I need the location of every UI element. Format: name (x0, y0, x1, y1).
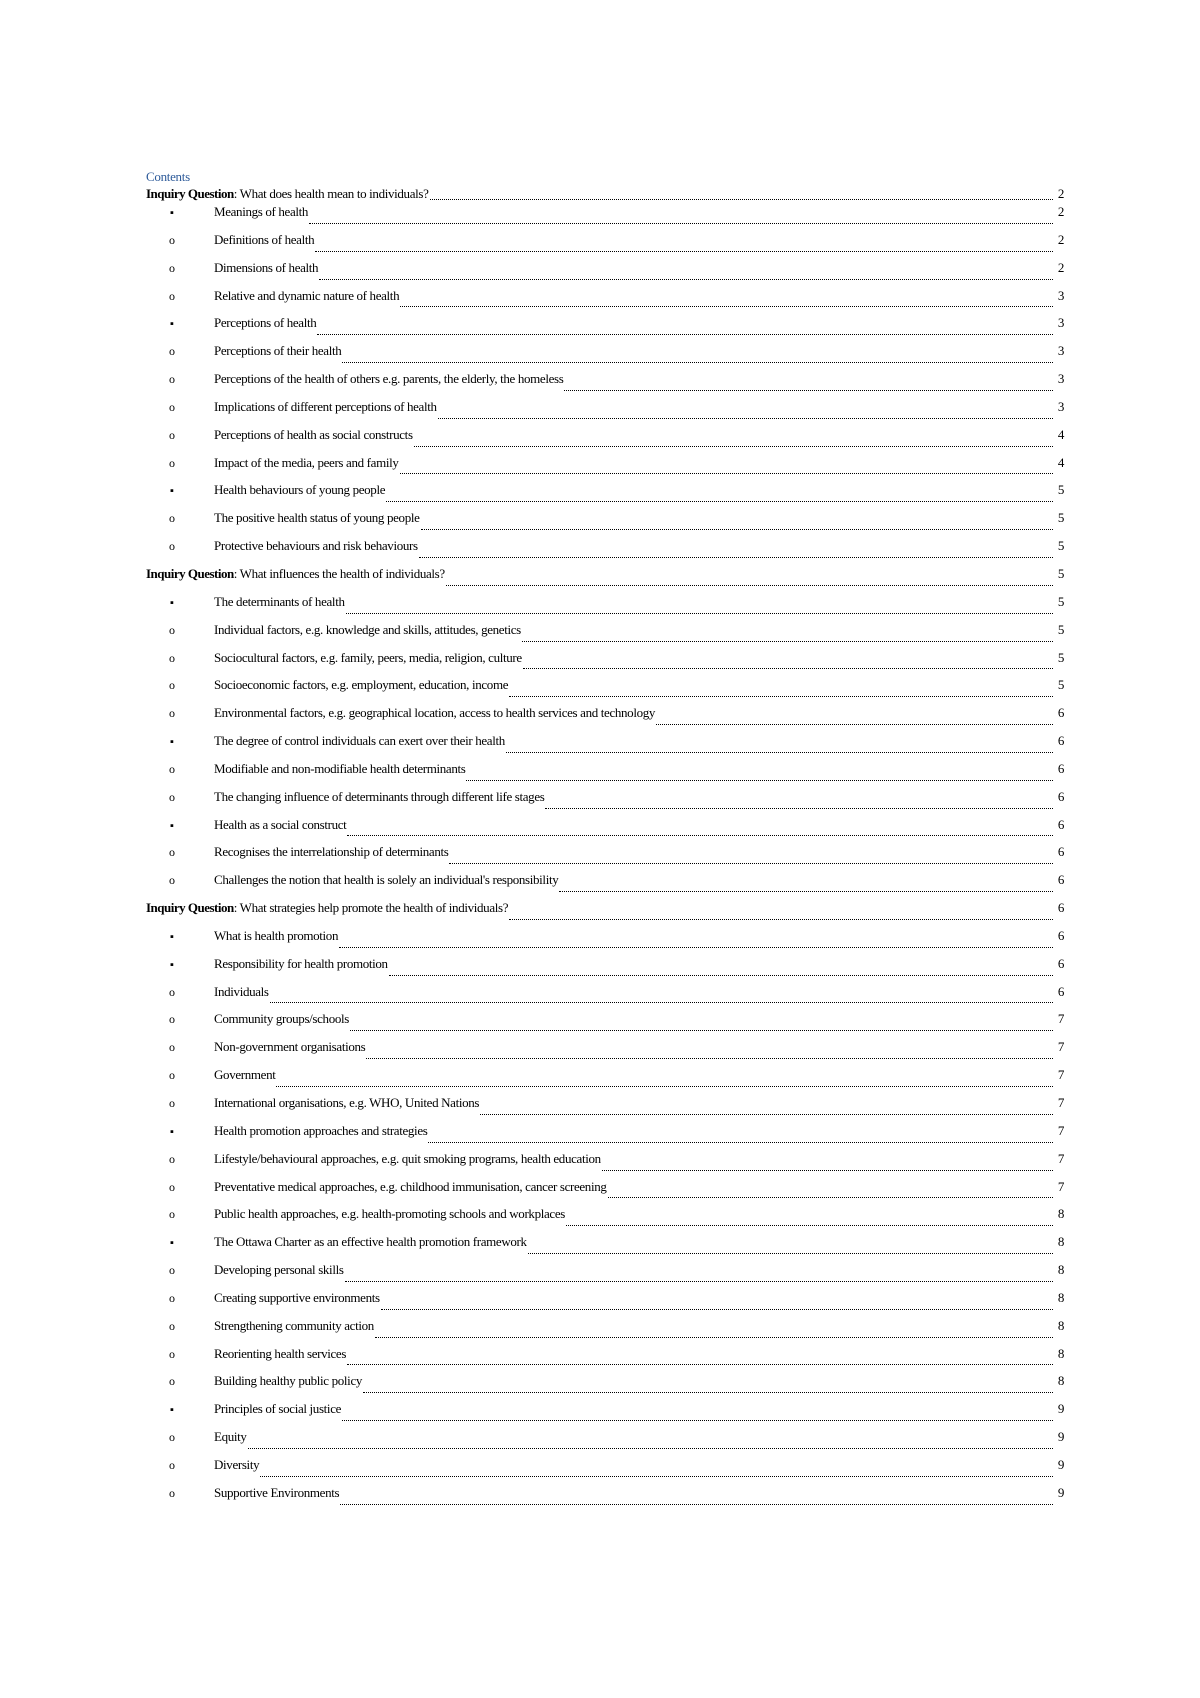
dot-leader (400, 305, 1053, 307)
toc-page-number: 5 (1057, 510, 1064, 526)
toc-entry-label (214, 1346, 346, 1362)
toc-entry-text: Protective behaviours and risk behaviours (214, 538, 418, 554)
dot-leader (656, 723, 1053, 725)
toc-entry[interactable] (146, 594, 1064, 622)
toc-page-number: 5 (1057, 593, 1064, 609)
toc-entry[interactable] (146, 399, 1064, 427)
toc-entry-text: : What influences the health of individuals? (233, 565, 445, 581)
circle-bullet-icon: o (169, 539, 175, 554)
square-bullet-icon: ▪ (170, 485, 174, 498)
toc-entry[interactable] (146, 1290, 1064, 1318)
circle-bullet-icon: o (169, 1430, 175, 1445)
toc-page-number: 5 (1057, 621, 1064, 637)
toc-page-number: 7 (1057, 1122, 1064, 1138)
toc-page-number: 8 (1057, 1317, 1064, 1333)
toc-entry-label (146, 186, 429, 202)
toc-list (146, 186, 1064, 1513)
toc-page-number: 2 (1057, 231, 1064, 247)
toc-entry-text: Creating supportive environments (214, 1289, 380, 1305)
dot-leader (419, 556, 1053, 558)
toc-entry-label (214, 288, 399, 304)
dot-leader (421, 528, 1053, 530)
toc-entry[interactable] (146, 984, 1064, 1012)
dot-leader (414, 445, 1053, 447)
dot-leader (366, 1057, 1053, 1059)
toc-entry[interactable] (146, 1346, 1064, 1374)
toc-entry-text: Equity (214, 1429, 247, 1445)
table-of-contents (146, 168, 1064, 1513)
toc-entry-text: Perceptions of health (214, 315, 317, 331)
toc-entry-text: Relative and dynamic nature of health (214, 287, 400, 303)
toc-entry[interactable] (146, 315, 1064, 343)
toc-heading-entry[interactable] (146, 186, 1064, 204)
toc-entry-text: Government (214, 1067, 276, 1083)
toc-entry[interactable] (146, 1039, 1064, 1067)
toc-entry-text: What is health promotion (214, 927, 339, 943)
toc-page-number: 9 (1057, 1456, 1064, 1472)
toc-page-number: 5 (1057, 482, 1064, 498)
toc-entry-text: Reorienting health services (214, 1345, 347, 1361)
toc-entry[interactable] (146, 705, 1064, 733)
circle-bullet-icon: o (169, 1179, 175, 1194)
toc-entry-text: Impact of the media, peers and family (214, 454, 399, 470)
dot-leader (260, 1475, 1053, 1477)
toc-entry[interactable] (146, 1179, 1064, 1207)
toc-entry[interactable] (146, 1457, 1064, 1485)
dot-leader (449, 862, 1053, 864)
toc-entry[interactable] (146, 288, 1064, 316)
toc-entry-text: Perceptions of health as social constructs (214, 426, 413, 442)
toc-entry-text: The Ottawa Charter as an effective health promotion framework (214, 1234, 527, 1250)
toc-entry-label (214, 538, 418, 554)
dot-leader (608, 1196, 1053, 1198)
toc-entry[interactable] (146, 677, 1064, 705)
toc-entry-text: : What does health mean to individuals? (233, 186, 429, 201)
toc-entry-label (214, 733, 505, 749)
toc-entry[interactable] (146, 1429, 1064, 1457)
toc-page-number: 7 (1057, 1178, 1064, 1194)
dot-leader (270, 1001, 1053, 1003)
toc-entry-text: Public health approaches, e.g. health-promoting schools and workplaces (214, 1206, 565, 1222)
toc-page-number: 8 (1057, 1206, 1064, 1222)
toc-entry[interactable] (146, 650, 1064, 678)
circle-bullet-icon: o (169, 706, 175, 721)
toc-entry[interactable] (146, 1318, 1064, 1346)
toc-heading-entry[interactable] (146, 566, 1064, 594)
toc-entry-label (214, 1262, 344, 1278)
circle-bullet-icon: o (169, 1457, 175, 1472)
toc-entry-text: Health as a social construct (214, 816, 347, 832)
toc-entry[interactable] (146, 260, 1064, 288)
toc-page-number: 7 (1057, 1095, 1064, 1110)
toc-entry-label (214, 956, 388, 972)
dot-leader (386, 500, 1053, 502)
square-bullet-icon: ▪ (170, 930, 174, 943)
toc-entry-text: Perceptions of the health of others e.g. parents, the elderly, the homeless (214, 371, 564, 387)
dot-leader (446, 584, 1053, 586)
circle-bullet-icon: o (169, 399, 175, 414)
toc-entry-label (214, 510, 420, 526)
toc-entry-label (214, 455, 399, 471)
toc-entry-label (214, 482, 385, 498)
dot-leader (339, 946, 1053, 948)
dot-leader (528, 1252, 1053, 1254)
square-bullet-icon: ▪ (170, 596, 174, 609)
toc-entry-text: Environmental factors, e.g. geographical location, access to health services and technology (214, 705, 656, 721)
toc-page-number: 4 (1057, 426, 1064, 442)
dot-leader (602, 1169, 1053, 1171)
toc-entry[interactable] (146, 872, 1064, 900)
toc-entry[interactable] (146, 733, 1064, 761)
dot-leader (559, 890, 1053, 892)
toc-page-number: 3 (1057, 398, 1064, 414)
toc-entry[interactable] (146, 1485, 1064, 1513)
circle-bullet-icon: o (169, 845, 175, 860)
toc-entry[interactable] (146, 789, 1064, 817)
toc-entry[interactable] (146, 510, 1064, 538)
toc-entry-text: Dimensions of health (214, 259, 319, 275)
dot-leader (564, 389, 1053, 391)
toc-page-number: 6 (1057, 927, 1064, 943)
toc-page-number: 7 (1057, 1067, 1064, 1083)
toc-entry[interactable] (146, 1151, 1064, 1179)
toc-page-number: 8 (1057, 1289, 1064, 1305)
dot-leader (248, 1447, 1053, 1449)
toc-entry-text: The determinants of health (214, 593, 345, 609)
toc-entry-text: Definitions of health (214, 231, 315, 247)
circle-bullet-icon: o (169, 1207, 175, 1222)
toc-entry[interactable] (146, 761, 1064, 789)
toc-entry[interactable] (146, 1234, 1064, 1262)
toc-entry-label (214, 1067, 275, 1083)
toc-entry-label (214, 677, 508, 693)
toc-entry[interactable] (146, 817, 1064, 845)
toc-entry-text: Strengthening community action (214, 1317, 374, 1333)
toc-page-number: 3 (1057, 315, 1064, 331)
toc-entry-label (214, 1457, 259, 1473)
toc-entry-text: Recognises the interrelationship of determinants (214, 844, 449, 860)
toc-entry-label (214, 1039, 365, 1055)
dot-leader (315, 250, 1053, 252)
dot-leader (400, 472, 1053, 474)
toc-entry-text: Preventative medical approaches, e.g. childhood immunisation, cancer screening (214, 1178, 607, 1194)
toc-entry[interactable] (146, 1206, 1064, 1234)
toc-entry[interactable] (146, 1262, 1064, 1290)
toc-page-number: 6 (1057, 760, 1064, 776)
toc-entry-text: Perceptions of their health (214, 343, 342, 359)
dot-leader (342, 361, 1053, 363)
toc-page-number: 2 (1057, 186, 1064, 201)
dot-leader (309, 222, 1053, 224)
toc-page-number: 4 (1057, 454, 1064, 470)
toc-entry[interactable] (146, 343, 1064, 371)
toc-entry[interactable] (146, 371, 1064, 399)
toc-page-number: 9 (1057, 1429, 1064, 1445)
toc-entry-label (214, 427, 413, 443)
dot-leader (522, 640, 1053, 642)
toc-entry-label (214, 399, 437, 415)
toc-entry-label (214, 232, 314, 248)
dot-leader (509, 918, 1053, 920)
toc-page-number: 7 (1057, 1011, 1064, 1027)
toc-page-number: 6 (1057, 733, 1064, 749)
toc-entry-label (214, 761, 465, 777)
toc-entry-text: Building healthy public policy (214, 1373, 363, 1389)
circle-bullet-icon: o (169, 288, 175, 303)
dot-leader (430, 198, 1053, 200)
toc-page-number: 5 (1057, 538, 1064, 554)
toc-entry-label (214, 650, 522, 666)
square-bullet-icon: ▪ (170, 958, 174, 971)
circle-bullet-icon: o (169, 1485, 175, 1500)
circle-bullet-icon: o (169, 789, 175, 804)
dot-leader (319, 278, 1053, 280)
square-bullet-icon: ▪ (170, 1404, 174, 1417)
toc-entry-text: Health behaviours of young people (214, 482, 386, 498)
toc-entry-text: Diversity (214, 1456, 260, 1472)
circle-bullet-icon: o (169, 1290, 175, 1305)
toc-page-number: 5 (1057, 649, 1064, 665)
toc-page-number: 8 (1057, 1262, 1064, 1278)
dot-leader (523, 667, 1053, 669)
toc-page-number: 8 (1057, 1345, 1064, 1361)
toc-entry[interactable] (146, 1011, 1064, 1039)
circle-bullet-icon: o (169, 1346, 175, 1361)
circle-bullet-icon: o (169, 650, 175, 665)
toc-heading-entry[interactable] (146, 900, 1064, 928)
toc-page-number: 6 (1057, 788, 1064, 804)
toc-entry-label (214, 315, 316, 331)
toc-entry-text: The changing influence of determinants through different life stages (214, 788, 545, 804)
toc-entry-text: Meanings of health (214, 204, 309, 219)
square-bullet-icon: ▪ (170, 207, 174, 219)
toc-entry[interactable] (146, 844, 1064, 872)
toc-entry-label (214, 984, 269, 1000)
toc-entry[interactable] (146, 482, 1064, 510)
toc-entry[interactable] (146, 1123, 1064, 1151)
toc-entry[interactable] (146, 1095, 1064, 1123)
toc-entry-label (214, 1290, 380, 1306)
toc-entry-text: Developing personal skills (214, 1262, 344, 1278)
circle-bullet-icon: o (169, 761, 175, 776)
dot-leader (428, 1141, 1053, 1143)
toc-page-number: 5 (1057, 565, 1064, 581)
dot-leader (389, 974, 1053, 976)
toc-entry-label (214, 1234, 527, 1250)
toc-page-number: 3 (1057, 371, 1064, 387)
circle-bullet-icon: o (169, 232, 175, 247)
toc-page-number: 8 (1057, 1234, 1064, 1250)
dot-leader (466, 779, 1053, 781)
circle-bullet-icon: o (169, 372, 175, 387)
dot-leader (346, 612, 1053, 614)
dot-leader (342, 1419, 1053, 1421)
circle-bullet-icon: o (169, 455, 175, 470)
toc-page-number: 9 (1057, 1401, 1064, 1417)
circle-bullet-icon: o (169, 1096, 175, 1110)
dot-leader (545, 807, 1053, 809)
toc-entry[interactable] (146, 1373, 1064, 1401)
dot-leader (345, 1280, 1053, 1282)
toc-entry-text: Individuals (214, 983, 269, 999)
toc-entry-label (214, 343, 341, 359)
toc-page-number: 6 (1057, 705, 1064, 721)
toc-entry[interactable] (146, 455, 1064, 483)
toc-entry-label (214, 204, 308, 220)
toc-entry-label (214, 1151, 601, 1167)
toc-page-number: 2 (1057, 259, 1064, 275)
dot-leader (363, 1391, 1053, 1393)
circle-bullet-icon: o (169, 1318, 175, 1333)
toc-entry-label (214, 1401, 341, 1417)
toc-entry[interactable] (146, 622, 1064, 650)
toc-page-number: 6 (1057, 816, 1064, 832)
toc-entry-label (214, 594, 345, 610)
toc-entry-text: Lifestyle/behavioural approaches, e.g. quit smoking programs, health education (214, 1150, 601, 1166)
toc-entry-text: Sociocultural factors, e.g. family, peers, media, religion, culture (214, 649, 522, 665)
toc-entry[interactable] (146, 1401, 1064, 1429)
circle-bullet-icon: o (169, 260, 175, 275)
toc-entry-label (214, 844, 448, 860)
dot-leader (347, 1363, 1053, 1365)
toc-entry[interactable] (146, 538, 1064, 566)
toc-entry-label (146, 900, 508, 916)
toc-entry-label (214, 1179, 607, 1195)
toc-entry-label (214, 1206, 565, 1222)
toc-page-number: 6 (1057, 955, 1064, 971)
circle-bullet-icon: o (169, 1068, 175, 1083)
circle-bullet-icon: o (169, 622, 175, 637)
toc-entry-label (214, 622, 521, 638)
circle-bullet-icon: o (169, 511, 175, 526)
toc-entry-label (214, 928, 338, 944)
circle-bullet-icon: o (169, 427, 175, 442)
toc-page-number: 2 (1057, 204, 1064, 219)
toc-entry-label (146, 566, 445, 582)
circle-bullet-icon: o (169, 678, 175, 693)
dot-leader (506, 751, 1053, 753)
dot-leader (566, 1224, 1053, 1226)
toc-page-number: 7 (1057, 1039, 1064, 1055)
toc-entry-label (214, 1485, 339, 1501)
toc-entry-label (214, 1373, 362, 1389)
toc-page-number: 3 (1057, 287, 1064, 303)
toc-entry-text: Responsibility for health promotion (214, 955, 388, 971)
toc-entry-bold-prefix: Inquiry Question (146, 186, 234, 201)
toc-title: Contents (146, 169, 190, 184)
toc-entry-text: International organisations, e.g. WHO, United Nations (214, 1095, 480, 1110)
toc-page-number: 3 (1057, 343, 1064, 359)
toc-entry[interactable] (146, 232, 1064, 260)
toc-page-number: 6 (1057, 900, 1064, 916)
toc-entry-text: Principles of social justice (214, 1401, 342, 1417)
circle-bullet-icon: o (169, 344, 175, 359)
toc-entry-bold-prefix: Inquiry Question (146, 565, 234, 581)
toc-entry-text: Modifiable and non-modifiable health determinants (214, 760, 466, 776)
toc-entry[interactable] (146, 928, 1064, 956)
dot-leader (340, 1503, 1053, 1505)
toc-page-number: 6 (1057, 872, 1064, 888)
square-bullet-icon: ▪ (170, 318, 174, 331)
toc-entry-text: Socioeconomic factors, e.g. employment, education, income (214, 677, 509, 693)
circle-bullet-icon: o (169, 1374, 175, 1389)
dot-leader (375, 1336, 1053, 1338)
toc-entry-label (214, 1429, 247, 1445)
square-bullet-icon: ▪ (170, 819, 174, 832)
dot-leader (276, 1085, 1053, 1087)
toc-entry-text: Health promotion approaches and strategies (214, 1122, 428, 1138)
toc-entry-label (214, 1011, 349, 1027)
toc-entry-label (214, 817, 346, 833)
toc-entry-text: The degree of control individuals can exert over their health (214, 733, 505, 749)
toc-entry-text: The positive health status of young people (214, 510, 420, 526)
dot-leader (347, 834, 1053, 836)
toc-entry[interactable] (146, 1067, 1064, 1095)
circle-bullet-icon: o (169, 984, 175, 999)
toc-page-number: 5 (1057, 677, 1064, 693)
toc-page-number: 6 (1057, 844, 1064, 860)
square-bullet-icon: ▪ (170, 1125, 174, 1138)
toc-entry[interactable] (146, 427, 1064, 455)
dot-leader (480, 1113, 1053, 1115)
toc-entry-text: Implications of different perceptions of health (214, 398, 437, 414)
circle-bullet-icon: o (169, 1040, 175, 1055)
circle-bullet-icon: o (169, 873, 175, 888)
toc-page-number: 6 (1057, 983, 1064, 999)
dot-leader (317, 333, 1053, 335)
toc-entry-label (214, 705, 655, 721)
toc-entry-bold-prefix: Inquiry Question (146, 900, 234, 916)
toc-entry[interactable] (146, 956, 1064, 984)
square-bullet-icon: ▪ (170, 736, 174, 749)
circle-bullet-icon: o (169, 1263, 175, 1278)
toc-entry-label (214, 789, 544, 805)
toc-page-number: 8 (1057, 1373, 1064, 1389)
circle-bullet-icon: o (169, 1012, 175, 1027)
dot-leader (381, 1308, 1053, 1310)
toc-entry-text: Non-government organisations (214, 1039, 366, 1055)
circle-bullet-icon: o (169, 1151, 175, 1166)
toc-entry[interactable] (146, 204, 1064, 232)
square-bullet-icon: ▪ (170, 1237, 174, 1250)
toc-page-number: 7 (1057, 1150, 1064, 1166)
toc-entry-label (214, 260, 318, 276)
dot-leader (350, 1029, 1053, 1031)
toc-entry-label (214, 1318, 374, 1334)
toc-entry-text: Community groups/schools (214, 1011, 349, 1027)
toc-entry-text: : What strategies help promote the health of individuals? (233, 900, 509, 916)
dot-leader (438, 417, 1053, 419)
toc-entry-text: Challenges the notion that health is solely an individual's responsibility (214, 872, 559, 888)
toc-entry-label (214, 1123, 427, 1139)
toc-entry-text: Individual factors, e.g. knowledge and skills, attitudes, genetics (214, 621, 521, 637)
dot-leader (509, 695, 1053, 697)
toc-entry-label (214, 1095, 479, 1111)
toc-page-number: 9 (1057, 1484, 1064, 1500)
toc-entry-label (214, 872, 558, 888)
toc-entry-text: Supportive Environments (214, 1484, 340, 1500)
toc-entry-label (214, 371, 563, 387)
